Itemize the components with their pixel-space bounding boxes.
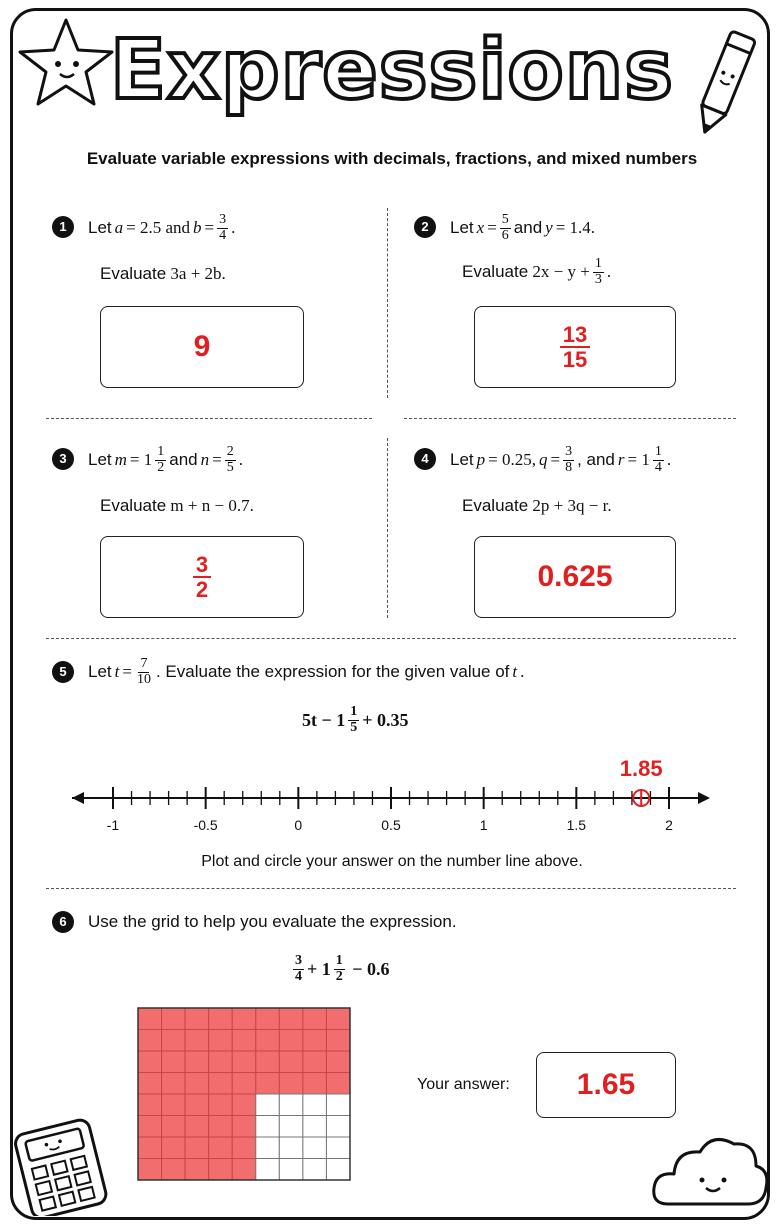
fraction [155,445,166,475]
let-label: Let [450,450,474,469]
fraction [500,213,511,243]
grid-cell-shaded [303,1008,327,1030]
grid-cell-shaded [162,1030,186,1052]
grid-cell-shaded [232,1159,256,1181]
grid-cell-shaded [326,1030,350,1052]
grid-cell-shaded [138,1030,162,1052]
and-label: , and [577,450,615,469]
problem-1-evaluate [100,262,226,286]
numerator: 3 [295,952,302,968]
variable-p: p [476,450,486,469]
grid-cell-shaded [232,1116,256,1138]
let-label: Let [88,662,112,681]
grid-cell-shaded [138,1159,162,1181]
grid-cell-shaded [256,1051,280,1073]
tick-label: 1.5 [566,817,587,833]
equals-sign: = [487,218,497,237]
grid-cell-shaded [185,1137,209,1159]
left-arrow-icon [72,792,84,804]
let-label: Let [450,218,474,237]
grid-cell [303,1159,327,1181]
numerator: 3 [193,553,211,578]
denominator: 15 [562,347,588,372]
problem-2-number: 2 [414,216,436,238]
grid-cell-shaded [138,1051,162,1073]
fraction [217,213,228,243]
grid-cell-shaded [185,1030,209,1052]
denominator: 2 [195,577,209,602]
answer-value: 1.65 [576,1068,636,1101]
grid-cell-shaded [138,1008,162,1030]
fraction [225,445,236,475]
grid-cell-shaded [185,1094,209,1116]
tick-label: -0.5 [193,817,218,833]
instruction-text: . Evaluate the expression for the given value of [155,662,510,681]
grid-cell-shaded [162,1137,186,1159]
divider-horizontal-1a [46,418,372,419]
grid-cell-shaded [303,1030,327,1052]
variable-q: q [538,450,548,469]
answer-fraction [560,323,590,371]
and-label: and [169,450,198,469]
right-arrow-icon [698,792,710,804]
answer-box-6[interactable] [536,1052,676,1118]
grid-cell [279,1159,303,1181]
tick-label: 2 [665,817,673,833]
tick-label: 1 [479,817,488,833]
grid-cell-shaded [209,1008,233,1030]
grid-cell [303,1116,327,1138]
grid-cell [279,1094,303,1116]
grid-cell-shaded [279,1073,303,1095]
grid-cell-shaded [162,1073,186,1095]
problem-6-expression [290,948,390,990]
problem-6-text: Use the grid to help you evaluate the expression. [88,912,457,931]
variable-t: t [512,662,518,681]
numerator: 3 [565,443,573,459]
denominator: 5 [226,459,234,475]
expression: m + n − 0.7. [170,496,254,515]
fraction [593,257,604,287]
denominator: 4 [654,459,662,475]
grid-cell-shaded [185,1159,209,1181]
grid-cell-shaded [162,1116,186,1138]
answer-label: Your answer: [417,1076,510,1093]
grid-cell [303,1094,327,1116]
grid-cell-shaded [185,1051,209,1073]
problem-1-number: 1 [52,216,74,238]
expression: 2p + 3q − r. [532,496,612,515]
denominator: 5 [350,719,358,735]
given-text: = 0.25, [488,450,536,469]
problem-5-given [88,652,524,692]
grid-cell-shaded [279,1051,303,1073]
given-text: = 1 [627,450,650,469]
numerator: 1 [654,443,662,459]
grid-cell-shaded [162,1094,186,1116]
grid-cell-shaded [209,1159,233,1181]
variable-r: r [617,450,625,469]
denominator: 3 [594,271,602,287]
numerator: 1 [157,443,165,459]
tick-label: 0 [294,817,303,833]
grid-cell [326,1116,350,1138]
grid-cell-shaded [326,1008,350,1030]
divider-horizontal-1b [404,418,736,419]
problem-5-number: 5 [52,661,74,683]
grid-cell [279,1116,303,1138]
variable-y: y [545,218,553,237]
period: . [238,450,243,469]
given-text: = 1.4. [555,218,596,237]
denominator: 2 [157,459,165,475]
expression-part: − 0.6 [352,958,390,979]
answer-value: 0.625 [537,560,613,593]
evaluate-label: Evaluate [462,496,529,515]
divider-horizontal-2 [46,638,736,639]
divider-horizontal-3 [46,888,736,889]
variable-t: t [114,662,120,681]
tick-label: -1 [106,817,120,833]
denominator: 4 [219,227,227,243]
problem-5-expression [302,700,409,740]
answer-fraction [193,553,211,601]
grid-cell-shaded [209,1051,233,1073]
denominator: 6 [501,227,509,243]
let-label: Let [88,218,112,237]
equals-sign: = [550,450,561,469]
grid-cell-shaded [162,1051,186,1073]
fraction [293,954,304,984]
grid-cell-shaded [209,1030,233,1052]
grid-cell-shaded [303,1051,327,1073]
period: . [606,262,612,281]
grid-cell [303,1137,327,1159]
problem-3-evaluate [100,494,254,518]
grid-cell-shaded [256,1008,280,1030]
grid-cell [326,1094,350,1116]
grid-cell-shaded [326,1073,350,1095]
equals-sign: = [204,218,215,237]
tick-label: 0.5 [381,817,401,833]
grid-cell [279,1137,303,1159]
grid-cell-shaded [303,1073,327,1095]
fraction [653,445,664,475]
grid-cell-shaded [209,1073,233,1095]
variable-b: b [193,218,202,237]
grid-cell-shaded [279,1008,303,1030]
evaluate-label: Evaluate [462,262,529,281]
problem-6-number: 6 [52,911,74,933]
grid-cell [256,1116,280,1138]
denominator: 4 [295,968,302,984]
period: . [520,662,525,681]
given-text: = 2.5 and [126,218,191,237]
divider-vertical-2 [387,438,388,618]
grid-cell-shaded [232,1030,256,1052]
problem-4-number: 4 [414,448,436,470]
variable-a: a [114,218,124,237]
grid-cell-shaded [185,1008,209,1030]
period: . [666,450,672,469]
answer-box-4[interactable] [474,536,676,618]
page-subtitle: Evaluate variable expressions with decimals, fractions, and mixed numbers [86,149,698,168]
numerator: 1 [350,703,358,719]
variable-x: x [476,218,485,237]
grid-cell [326,1159,350,1181]
numerator: 2 [226,443,234,459]
expression-part: + 1 [307,958,331,979]
answer-box-3[interactable] [100,536,304,618]
grid-cell [326,1137,350,1159]
evaluate-label: Evaluate [100,496,167,515]
grid-cell-shaded [185,1073,209,1095]
problem-5-instruction: Plot and circle your answer on the number line above. [201,853,583,870]
fraction [348,705,359,735]
let-label: Let [88,450,112,469]
page-title: Expressions [110,23,674,118]
divider-vertical-1 [387,208,388,398]
grid-cell-shaded [232,1051,256,1073]
answer-box-1[interactable] [100,306,304,388]
given-text: = 1 [129,450,153,469]
equals-sign: = [122,662,132,681]
numerator: 1 [335,952,343,968]
fraction [334,954,345,984]
grid-cell-shaded [232,1008,256,1030]
expression: 2x − y + [532,262,590,281]
expression-part: 5t − 1 [302,709,346,730]
denominator: 10 [136,671,151,687]
grid-cell-shaded [138,1073,162,1095]
numerator: 13 [560,323,590,348]
grid-cell-shaded [326,1051,350,1073]
numerator: 3 [219,211,227,227]
cloud-mascot-icon [648,1124,774,1214]
problem-4-given [450,440,671,480]
period: . [231,218,236,237]
variable-n: n [200,450,210,469]
grid-cell-shaded [209,1116,233,1138]
grid-cell [256,1159,280,1181]
problem-3-given [88,440,243,480]
grid-cell-shaded [256,1073,280,1095]
problem-4-evaluate [462,494,612,518]
grid-cell-shaded [232,1137,256,1159]
fraction [135,657,153,687]
numerator: 1 [594,255,602,271]
problem-2-evaluate [462,252,611,292]
equals-sign: = [212,450,222,469]
denominator: 8 [565,459,573,475]
denominator: 2 [335,968,343,984]
calculator-icon [8,1116,112,1216]
expression-part: + 0.35 [362,709,409,730]
numerator: 7 [140,655,148,671]
and-label: and [513,218,543,237]
grid-cell-shaded [209,1137,233,1159]
grid-cell-shaded [232,1094,256,1116]
grid-cell [256,1137,280,1159]
numerator: 5 [501,211,509,227]
grid-cell-shaded [279,1030,303,1052]
expression: 3a + 2b. [170,264,226,283]
grid-cell [256,1094,280,1116]
grid-cell-shaded [138,1116,162,1138]
grid-cell-shaded [162,1008,186,1030]
answer-box-2[interactable] [474,306,676,388]
grid-cell-shaded [232,1073,256,1095]
evaluate-label: Evaluate [100,264,167,283]
problem-3-number: 3 [52,448,74,470]
variable-m: m [114,450,127,469]
fraction [563,445,574,475]
grid-cell-shaded [185,1116,209,1138]
problem-1-given [88,208,235,248]
problem-2-given [450,208,595,248]
grid-cell-shaded [138,1094,162,1116]
grid-cell-shaded [209,1094,233,1116]
number-line[interactable] [0,750,784,840]
grid-cell-shaded [162,1159,186,1181]
answer-label: 1.85 [619,756,663,781]
grid-cell-shaded [256,1030,280,1052]
grid-cell-shaded [138,1137,162,1159]
answer-value: 9 [193,330,211,363]
hundredths-grid [136,1006,352,1182]
